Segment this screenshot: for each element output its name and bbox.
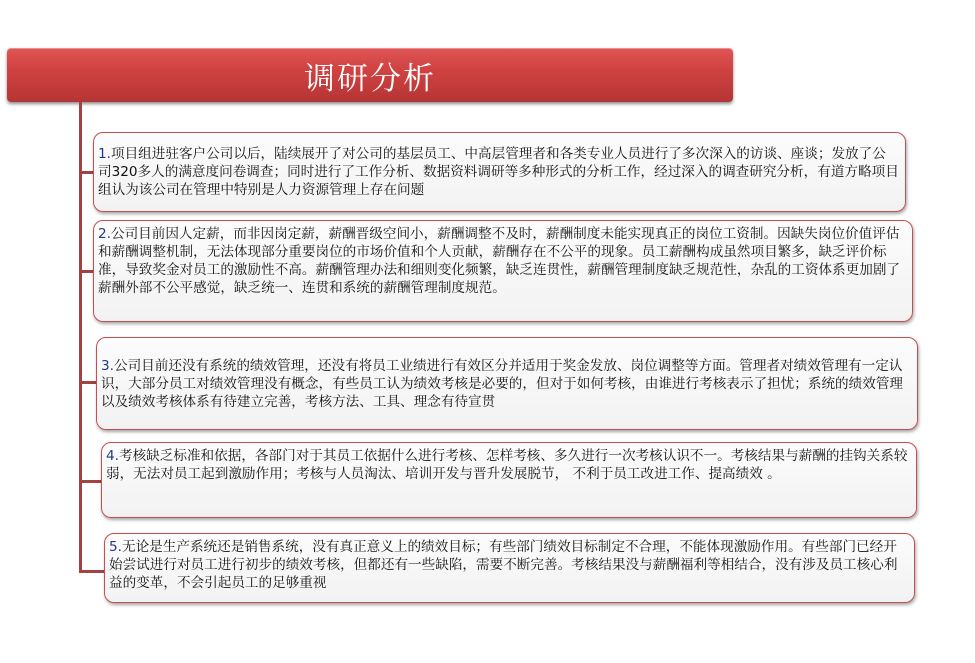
finding-box-4 <box>101 442 917 518</box>
connector-branch-5 <box>79 570 105 573</box>
connector-branch-2 <box>79 270 94 273</box>
finding-box-2 <box>93 220 913 322</box>
finding-box-1 <box>93 132 906 212</box>
page-title: 调研分析 <box>304 60 436 97</box>
finding-text-2: 2.公司目前因人定薪，而非因岗定薪，薪酬晋级空间小，薪酬调整不及时，薪酬制度未能实现真正的岗位工资制。因缺失岗位价值评估和薪酬调整机制，无法体现部分重要岗位的市场价值和个人贡献，薪酬存在不公平的现象。员工薪酬构成虽然项目繁多，缺乏评价标准，导致奖金对员工的激励性不高。薪酬管理办法和细则变化频繁，缺乏连贯性，薪酬管理制度缺乏规范性，杂乱的工资体系更加剧了薪酬外部不公平感觉，缺乏统一、连贯和系统的薪酬管理制度规范。 <box>98 226 901 296</box>
finding-box-3 <box>96 337 918 430</box>
connector-branch-3 <box>79 381 97 384</box>
connector-branch-4 <box>79 480 102 483</box>
finding-text-5: 5.无论是生产系统还是销售系统，没有真正意义上的绩效目标；有些部门绩效目标制定不合理，不能体现激励作用。有些部门已经开始尝试进行对员工进行初步的绩效考核，但都还有一些缺陷，需要不断完善。考核结果没与薪酬福利等相结合，没有涉及员工核心利益的变革，不会引起员工的足够重视 <box>109 539 898 591</box>
finding-text-3: 3.公司目前还没有系统的绩效管理，还没有将员工业绩进行有效区分并适用于奖金发放、岗位调整等方面。管理者对绩效管理有一定认识，大部分员工对绩效管理没有概念，有些员工认为绩效考核是必要的，但对于如何考核，由谁进行考核表示了担忧；系统的绩效管理以及绩效考核体系有待建立完善，考核方法、工具、理念有待宣贯 <box>101 357 904 410</box>
finding-text-1: 1.项目组进驻客户公司以后，陆续展开了对公司的基层员工、中高层管理者和各类专业人员进行了多次深入的访谈、座谈；发放了公司320多人的满意度问卷调查；同时进行了工作分析、数据资料调研等多种形式的分析工作，经过深入的调查研究分析，有道方略项目组认为该公司在管理中特别是人力资源管理上存在问题 <box>98 146 899 198</box>
finding-box-5 <box>104 533 915 603</box>
title-banner <box>7 48 733 102</box>
finding-text-4: 4.考核缺乏标准和依据，各部门对于其员工依据什么进行考核、怎样考核、多久进行一次考核认识不一。考核结果与薪酬的挂钩关系较弱，无法对员工起到激励作用；考核与人员淘汰、培训开发与晋升发展脱节， 不利于员工改进工作、提高绩效 。 <box>106 448 908 482</box>
connector-branch-1 <box>79 171 94 174</box>
